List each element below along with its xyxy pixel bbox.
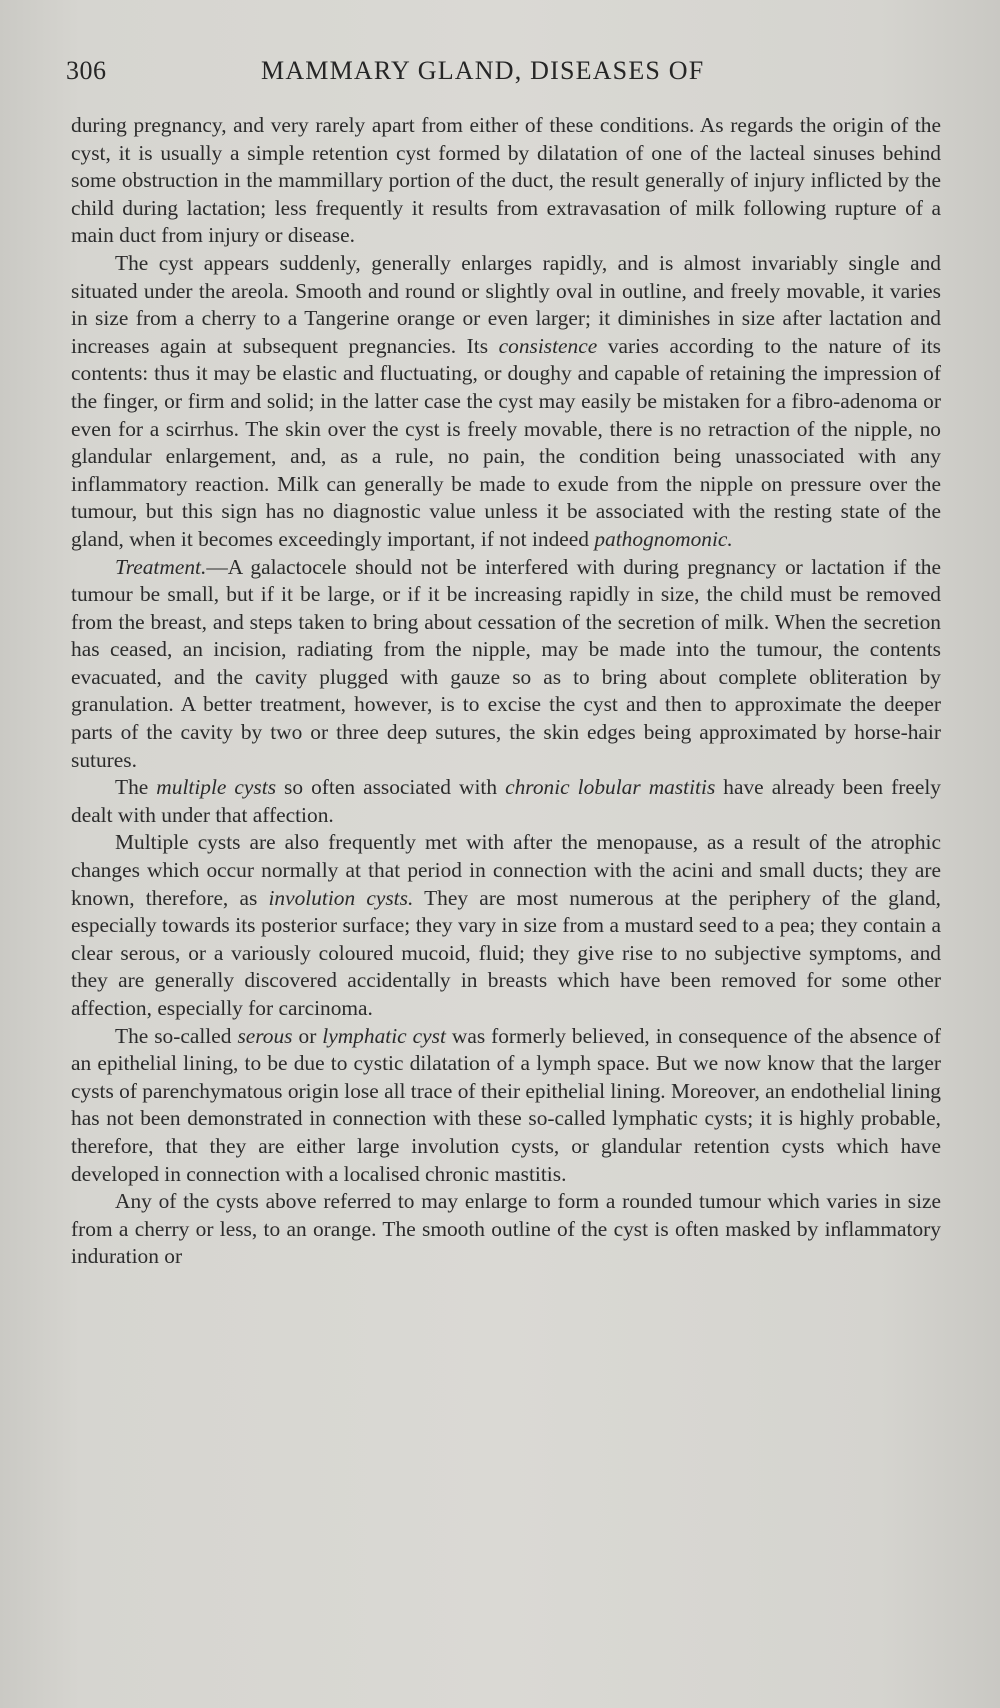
- paragraph-2-text-a: The cyst appears suddenly, generally enlarges rapidly, and is almost invariably single and situated under the areola. Smooth and round or slightly oval in outline, and freely movable, it varies in size from a cherry to a Tangerine orange or even larger; it diminishes in size after lactation and increases again at subsequent pregnancies. Its: [71, 250, 941, 358]
- paragraph-involution-cysts: [71, 829, 941, 1022]
- paragraph-2-text-b: varies according to the nature of its contents: thus it may be elastic and fluctuating, or doughy and capable of retaining the impression of the finger, or firm and solid; in the latter case the cyst may easily be mistaken for a fibro-adenoma or even for a scirrhus. The skin over the cyst is freely movable, there is no retraction of the nipple, no glandular enlargement, and, as a rule, no pain, the condition being unassociated with any inflammatory reaction. Milk can generally be made to exude from the nipple on pressure over the tumour, but this sign has no diagnostic value unless it be associated with the resting state of the gland, when it becomes exceedingly important, if not indeed: [71, 333, 941, 551]
- running-title: MAMMARY GLAND, DISEASES OF: [261, 56, 705, 85]
- paragraph-multiple-cysts: [71, 774, 941, 829]
- paragraph-enlarging-cysts: [71, 1188, 941, 1271]
- paragraph-6-italic-lymphatic-cyst: lymphatic cyst: [322, 1023, 446, 1048]
- paragraph-5-text-a: Multiple cysts are also frequently met with after the menopause, as a result of the atrophic changes which occur normally at that period in connection with the acini and small ducts; they are known, therefore, as: [71, 830, 941, 910]
- paragraph-4-text-c: have already been freely dealt with under that affection.: [71, 775, 941, 827]
- paragraph-4-italic-multiple-cysts: multiple cysts: [156, 775, 277, 800]
- paragraph-6-italic-serous: serous: [237, 1023, 293, 1048]
- paragraph-4-italic-chronic-lobular-mastitis: chronic lobular mastitis: [505, 775, 716, 800]
- paragraph-4-text-b: so often associated with: [276, 775, 506, 800]
- paragraph-1: [71, 112, 941, 250]
- paragraph-5-text-b: They are most numerous at the periphery of the gland, especially towards its posterior surface; they vary in size from a mustard seed to a pea; they contain a clear serous, or a variously coloured mucoid, fluid; they give rise to no subjective symptoms, and they are generally discovered accidentally in breasts which have been removed for some other affection, especially for carcinoma.: [71, 885, 941, 1020]
- paragraph-treatment-text: —A galactocele should not be interfered with during pregnancy or lactation if the tumour be small, but if it be large, or if it be increasing rapidly in size, the child must be removed from the breast, and steps taken to bring about cessation of the secretion of milk. When the secretion has ceased, an incision, radiating from the nipple, may be made into the tumour, the contents evacuated, and the cavity plugged with gauze so as to bring about complete obliteration by granulation. A better treatment, however, is to excise the cyst and then to approximate the deeper parts of the cavity by two or three deep sutures, the skin edges being approximated by horse-hair sutures.: [71, 554, 941, 772]
- paragraph-2-italic-pathognomonic: pathognomonic.: [594, 526, 733, 551]
- paragraph-4-text-a: The: [115, 775, 157, 800]
- paragraph-6-text-a: The so-called: [115, 1023, 238, 1048]
- paragraph-serous-cyst: [71, 1023, 941, 1189]
- paragraph-1-text: during pregnancy, and very rarely apart from either of these conditions. As regards the origin of the cyst, it is usually a simple retention cyst formed by dilatation of one of the lacteal sinuses behind some obstruction in the mammillary portion of the duct, the result generally of injury inflicted by the child during lactation; less frequently it results from extravasation of milk following rupture of a main duct from injury or disease.: [71, 113, 941, 248]
- paragraph-6-text-b: or: [292, 1023, 323, 1048]
- treatment-heading: Treatment.: [115, 554, 207, 579]
- paragraph-2: [71, 250, 941, 554]
- paragraph-5-italic-involution-cysts: involution cysts.: [268, 885, 414, 910]
- paragraph-7-text: Any of the cysts above referred to may enlarge to form a rounded tumour which varies in size from a cherry or less, to an orange. The smooth outline of the cyst is often masked by inflammatory induration or: [71, 1189, 941, 1269]
- paragraph-6-text-c: was formerly believed, in consequence of the absence of an epithelial lining, to be due to cystic dilatation of a lymph space. But we now know that the larger cysts of parenchymatous origin lose all trace of their epithelial lining. Moreover, an endothelial lining has not been demonstrated in connection with these so-called lymphatic cysts; it is highly probable, therefore, that they are either large involution cysts, or glandular retention cysts which have developed in connection with a localised chronic mastitis.: [71, 1023, 941, 1186]
- paragraph-2-italic-consistence: consistence: [498, 333, 598, 358]
- page-number: 306: [66, 56, 107, 85]
- body-text: [71, 112, 941, 1271]
- page-header: [66, 56, 938, 96]
- paragraph-treatment: [71, 554, 941, 775]
